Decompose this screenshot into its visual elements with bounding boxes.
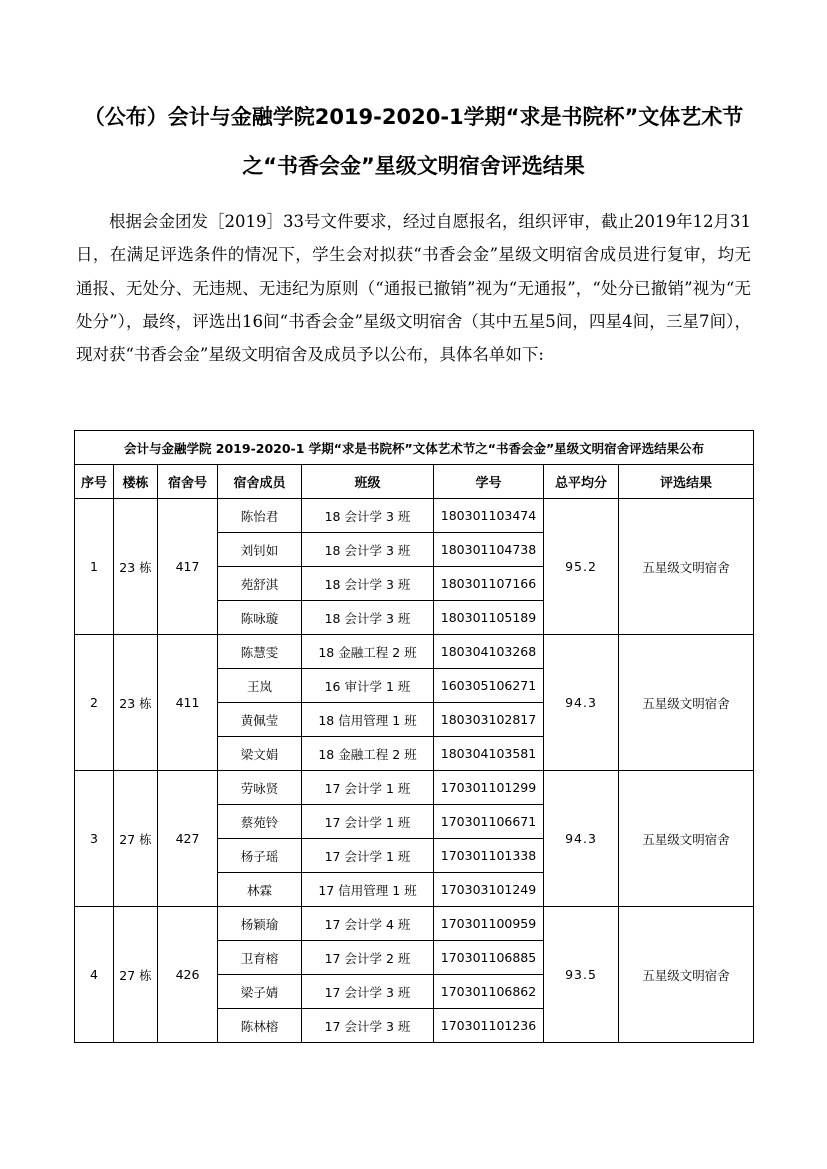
cell-average-score: 94.3 <box>544 771 619 907</box>
cell-member-name: 陈慧雯 <box>218 635 302 669</box>
cell-building: 27 栋 <box>114 907 158 1043</box>
header-room: 宿舍号 <box>158 465 218 499</box>
cell-student-id: 170301106671 <box>434 805 544 839</box>
cell-class: 18 金融工程 2 班 <box>302 635 434 669</box>
cell-result: 五星级文明宿舍 <box>619 635 754 771</box>
document-title-line-2: 之“书香会金”星级文明宿舍评选结果 <box>242 154 585 178</box>
cell-student-id: 170301101236 <box>434 1009 544 1043</box>
cell-average-score: 95.2 <box>544 499 619 635</box>
cell-member-name: 王岚 <box>218 669 302 703</box>
cell-class: 17 会计学 3 班 <box>302 975 434 1009</box>
intro-text: 根据会金团发［2019］33号文件要求，经过自愿报名，组织评审，截止2019年12月31日，在满足评选条件的情况下，学生会对拟获“书香会金”星级文明宿舍成员进行复审，均无通报、无处分、无违规、无违纪为原则（“通报已撤销”视为“无通报”，“处分已撤销”视为“无处分”），最终，评选出16间“书香会金”星级文明宿舍（其中五星5间，四星4间，三星7间），现对获“书香会金”星级文明宿舍及成员予以公布，具体名单如下: <box>76 212 751 365</box>
cell-class: 17 会计学 3 班 <box>302 1009 434 1043</box>
cell-building: 27 栋 <box>114 771 158 907</box>
cell-class: 16 审计学 1 班 <box>302 669 434 703</box>
cell-class: 17 会计学 2 班 <box>302 941 434 975</box>
cell-member-name: 陈怡君 <box>218 499 302 533</box>
cell-result: 五星级文明宿舍 <box>619 907 754 1043</box>
table-header-row <box>75 465 754 499</box>
cell-student-id: 170301101299 <box>434 771 544 805</box>
cell-member-name: 林霖 <box>218 873 302 907</box>
cell-no: 1 <box>75 499 114 635</box>
cell-class: 18 会计学 3 班 <box>302 533 434 567</box>
document-title-line-1: （公布）会计与金融学院2019-2020-1学期“求是书院杯”文体艺术节 <box>83 105 744 129</box>
cell-member-name: 黄佩莹 <box>218 703 302 737</box>
cell-class: 18 会计学 3 班 <box>302 601 434 635</box>
cell-room: 427 <box>158 771 218 907</box>
table-row <box>75 907 754 941</box>
cell-no: 2 <box>75 635 114 771</box>
header-building: 楼栋 <box>114 465 158 499</box>
cell-member-name: 陈林榕 <box>218 1009 302 1043</box>
cell-student-id: 180301107166 <box>434 567 544 601</box>
results-table <box>74 430 754 1043</box>
cell-member-name: 杨颖瑜 <box>218 907 302 941</box>
cell-building: 23 栋 <box>114 499 158 635</box>
cell-average-score: 93.5 <box>544 907 619 1043</box>
cell-building: 23 栋 <box>114 635 158 771</box>
cell-class: 18 会计学 3 班 <box>302 499 434 533</box>
cell-class: 17 会计学 1 班 <box>302 805 434 839</box>
cell-student-id: 170301106885 <box>434 941 544 975</box>
cell-member-name: 蔡苑铃 <box>218 805 302 839</box>
header-result: 评选结果 <box>619 465 754 499</box>
cell-average-score: 94.3 <box>544 635 619 771</box>
cell-member-name: 卫育榕 <box>218 941 302 975</box>
cell-class: 18 金融工程 2 班 <box>302 737 434 771</box>
cell-class: 17 会计学 1 班 <box>302 839 434 873</box>
cell-student-id: 170301100959 <box>434 907 544 941</box>
table-row <box>75 635 754 669</box>
cell-class: 18 会计学 3 班 <box>302 567 434 601</box>
cell-room: 411 <box>158 635 218 771</box>
header-no: 序号 <box>75 465 114 499</box>
cell-student-id: 180301105189 <box>434 601 544 635</box>
cell-member-name: 梁子婧 <box>218 975 302 1009</box>
cell-class: 17 会计学 4 班 <box>302 907 434 941</box>
cell-student-id: 170303101249 <box>434 873 544 907</box>
cell-member-name: 陈咏璇 <box>218 601 302 635</box>
table-row <box>75 771 754 805</box>
header-member: 宿舍成员 <box>218 465 302 499</box>
table-caption: 会计与金融学院 2019-2020-1 学期“求是书院杯”文体艺术节之“书香会金”星级文明宿舍评选结果公布 <box>75 431 754 465</box>
table-row <box>75 499 754 533</box>
cell-room: 426 <box>158 907 218 1043</box>
cell-student-id: 180301103474 <box>434 499 544 533</box>
header-class: 班级 <box>302 465 434 499</box>
cell-no: 4 <box>75 907 114 1043</box>
cell-student-id: 170301106862 <box>434 975 544 1009</box>
header-student-id: 学号 <box>434 465 544 499</box>
cell-result: 五星级文明宿舍 <box>619 499 754 635</box>
table-body <box>75 499 754 1043</box>
cell-member-name: 刘钊如 <box>218 533 302 567</box>
cell-no: 3 <box>75 771 114 907</box>
cell-student-id: 180301104738 <box>434 533 544 567</box>
cell-student-id: 170301101338 <box>434 839 544 873</box>
cell-result: 五星级文明宿舍 <box>619 771 754 907</box>
intro-paragraph <box>76 205 751 371</box>
header-average-score: 总平均分 <box>544 465 619 499</box>
cell-class: 18 信用管理 1 班 <box>302 703 434 737</box>
cell-member-name: 劳咏贤 <box>218 771 302 805</box>
cell-student-id: 180304103268 <box>434 635 544 669</box>
cell-student-id: 180304103581 <box>434 737 544 771</box>
cell-student-id: 180303102817 <box>434 703 544 737</box>
cell-member-name: 梁文娟 <box>218 737 302 771</box>
cell-member-name: 苑舒淇 <box>218 567 302 601</box>
cell-room: 417 <box>158 499 218 635</box>
cell-class: 17 信用管理 1 班 <box>302 873 434 907</box>
cell-class: 17 会计学 1 班 <box>302 771 434 805</box>
cell-member-name: 杨子瑶 <box>218 839 302 873</box>
cell-student-id: 160305106271 <box>434 669 544 703</box>
